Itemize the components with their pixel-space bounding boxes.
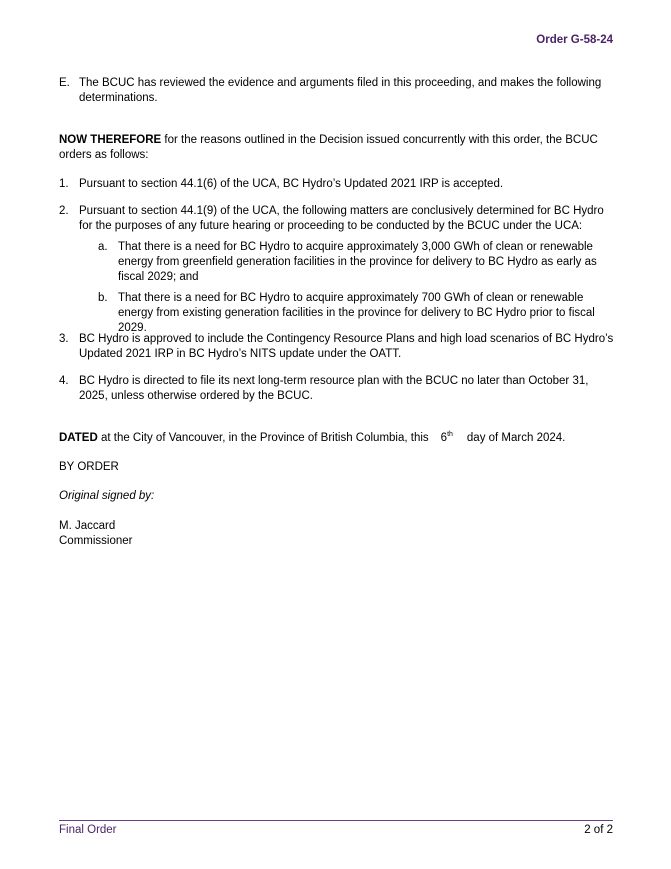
now-therefore-text: for the reasons outlined in the Decision issued concurrently with this order, the BCUC orders as follows: [59, 134, 598, 161]
dated-heading: DATED [59, 432, 98, 444]
sub-item-a [98, 240, 615, 285]
sub-item-text: That there is a need for BC Hydro to acquire approximately 700 GWh of clean or renewable energy from existing generation facilities in the province for delivery to BC Hydro prior to fiscal 2029. [118, 292, 595, 334]
list-item-text: The BCUC has reviewed the evidence and arguments filed in this proceeding, and makes the following determinations. [79, 77, 602, 104]
signatory-title: Commissioner [59, 535, 133, 547]
list-item-text: Pursuant to section 44.1(9) of the UCA, the following matters are conclusively determined for BC Hydro for the purposes of any future hearing or proceeding to be conducted by the BCUC under the UCA: [79, 205, 604, 232]
now-therefore-heading: NOW THEREFORE [59, 134, 162, 146]
now-therefore-paragraph [59, 133, 615, 163]
list-marker: E. [59, 77, 70, 89]
list-marker: 1. [59, 178, 69, 190]
page-number: 2 of 2 [584, 824, 613, 836]
sub-marker: b. [98, 292, 108, 304]
list-item-text: Pursuant to section 44.1(6) of the UCA, BC Hydro’s Updated 2021 IRP is accepted. [79, 178, 504, 190]
dated-text: at the City of Vancouver, in the Province of British Columbia, this [97, 432, 429, 444]
list-item-2 [59, 204, 615, 234]
list-marker: 3. [59, 333, 69, 345]
dated-day [441, 432, 453, 444]
sub-item-b [98, 291, 615, 336]
dated-day-number: 6 [440, 432, 448, 444]
dated-rest: day of March 2024. [466, 432, 566, 444]
list-marker: 2. [59, 205, 69, 217]
list-item-1 [59, 177, 615, 192]
list-item-text: BC Hydro is approved to include the Contingency Resource Plans and high load scenarios of BC Hydro’s Updated 2021 IRP in BC Hydro’s NITS update under the OATT. [79, 333, 614, 360]
dated-line [59, 431, 615, 446]
signatory-name: M. Jaccard [59, 520, 116, 532]
dated-day-suffix: th [447, 431, 453, 439]
list-item-e [59, 76, 615, 106]
footer-divider [59, 820, 613, 821]
signed-note: Original signed by: [59, 490, 155, 502]
list-marker: 4. [59, 375, 69, 387]
list-item-3 [59, 332, 615, 362]
sub-item-text: That there is a need for BC Hydro to acquire approximately 3,000 GWh of clean or renewable energy from greenfield generation facilities in the province for delivery to BC Hydro as early as fiscal 2029; and [118, 241, 597, 283]
footer-label: Final Order [59, 824, 117, 836]
list-item-text: BC Hydro is directed to file its next long-term resource plan with the BCUC no later than October 31, 2025, unless otherwise ordered by the BCUC. [79, 375, 589, 402]
order-number: Order G-58-24 [536, 34, 613, 46]
list-item-4 [59, 374, 615, 404]
by-order: BY ORDER [59, 461, 119, 473]
sub-marker: a. [98, 241, 108, 253]
